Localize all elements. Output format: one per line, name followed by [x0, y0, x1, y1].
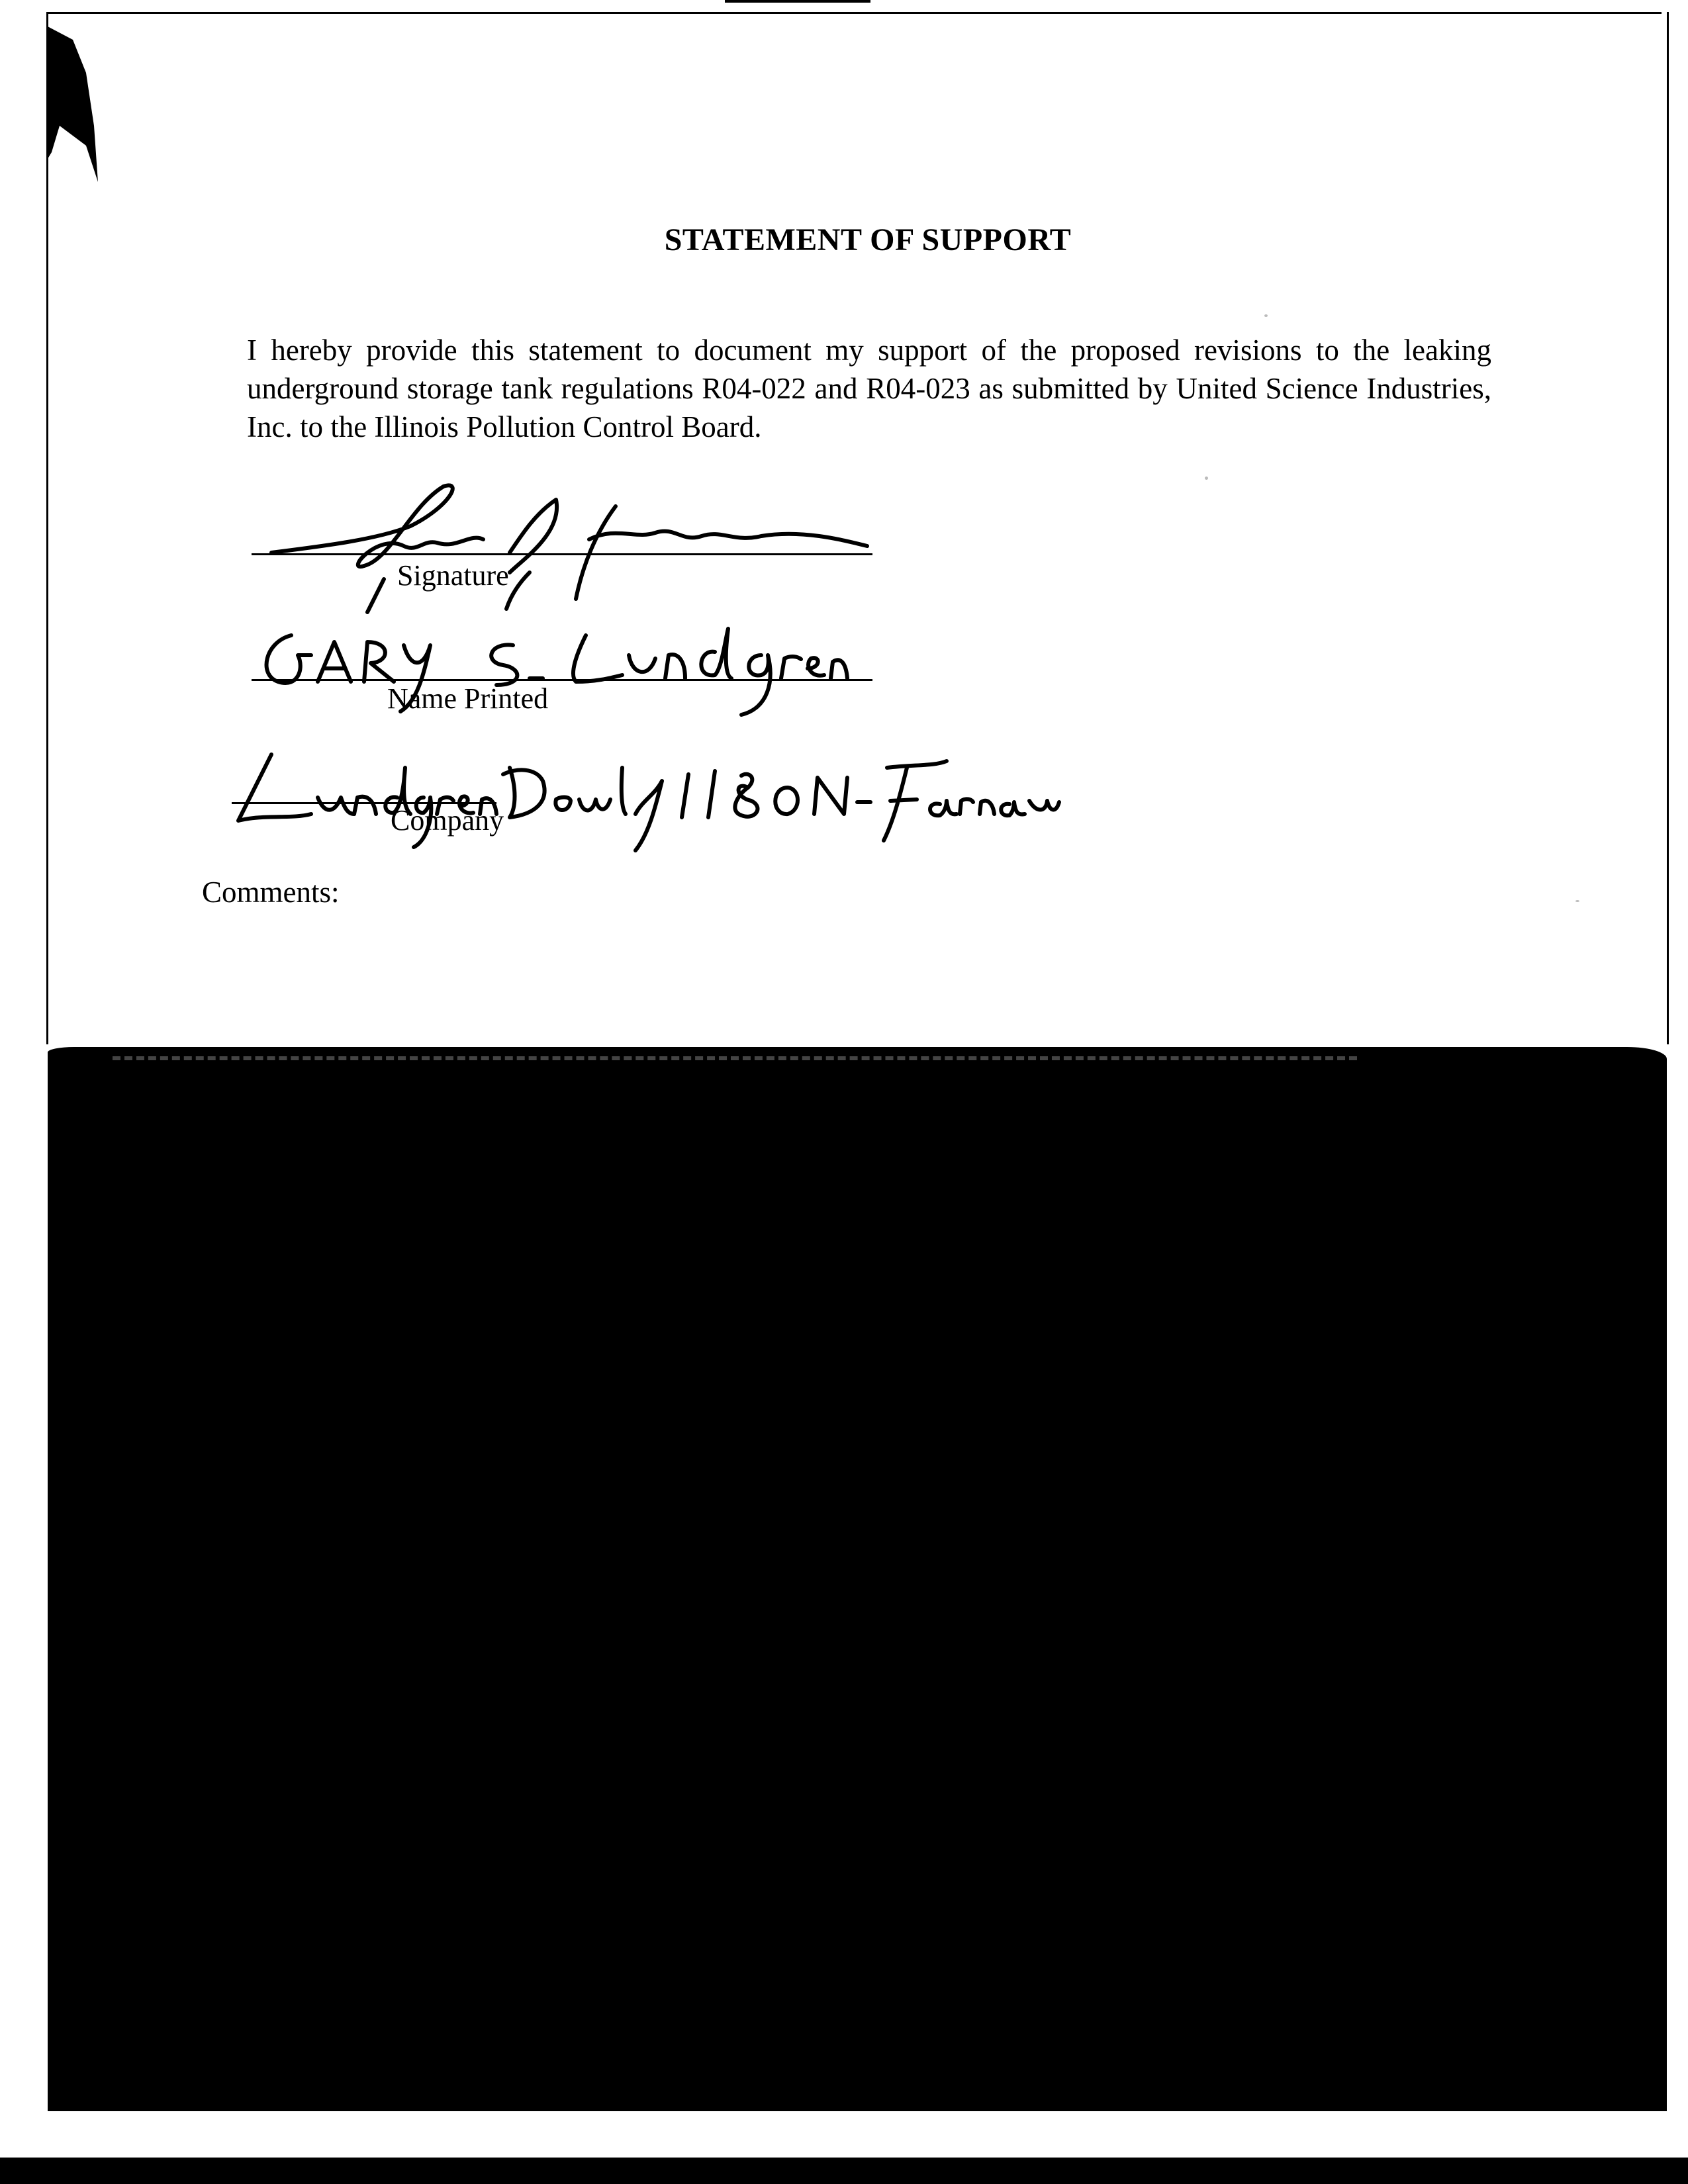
scan-edge-mark [725, 0, 870, 3]
handwritten-company [225, 741, 1059, 854]
page-border-top [46, 12, 1662, 14]
signature-line [252, 553, 872, 555]
signature-label: Signature [397, 559, 509, 592]
scan-speck [1575, 900, 1579, 902]
statement-paragraph: I hereby provide this statement to document my support of the proposed revisions to the leaking underground storage tank regulations R04-022 and R04-023 as submitted by United Science Industries, Inc. to the Illinois Pollution Control Board. [247, 334, 1491, 443]
document-title: STATEMENT OF SUPPORT [664, 222, 1072, 257]
handwritten-name-printed [252, 615, 847, 715]
comments-label: Comments: [202, 876, 340, 909]
dashed-cut-line [113, 1056, 1357, 1060]
scan-bottom-edge [0, 2158, 1688, 2184]
name-printed-label: Name Printed [387, 682, 549, 715]
redacted-scan-region [48, 1047, 1667, 2111]
scan-speck [1205, 477, 1208, 480]
page-border-right [1667, 12, 1669, 1044]
torn-corner-mark [46, 26, 106, 192]
scan-speck [1264, 314, 1268, 317]
company-label: Company [391, 804, 504, 837]
handwritten-signature [245, 467, 880, 612]
name-printed-line [252, 679, 872, 681]
